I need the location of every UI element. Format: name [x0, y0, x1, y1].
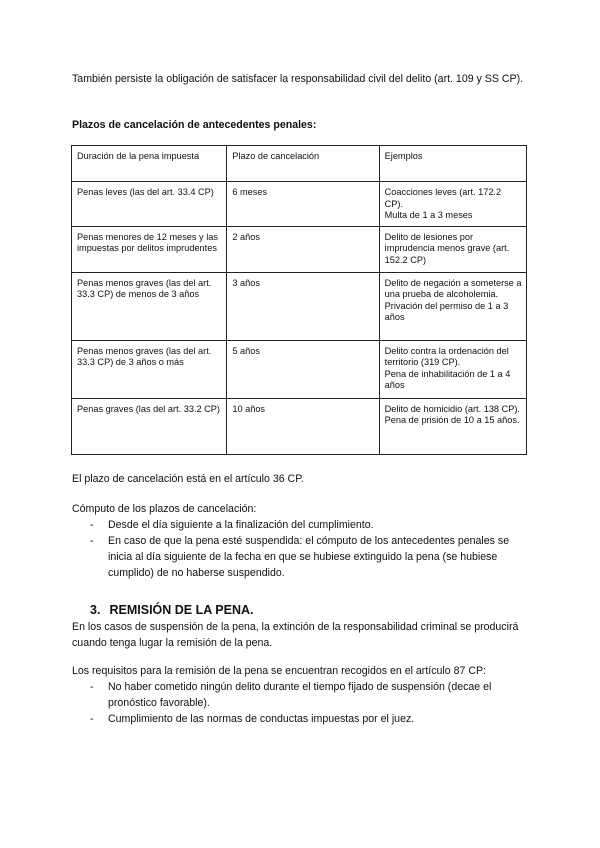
- list-item: [90, 533, 530, 581]
- cell-duracion: Penas graves (las del art. 33.2 CP): [72, 398, 227, 454]
- cell-duracion: Penas menores de 12 meses y las impuestas por delitos imprudentes: [72, 226, 227, 272]
- section-heading: [90, 603, 253, 617]
- section-title-text: REMISIÓN DE LA PENA.: [109, 603, 254, 617]
- table-row: [72, 272, 527, 340]
- table-header-row: [72, 146, 527, 182]
- cell-duracion: Penas menos graves (las del art. 33.3 CP) de menos de 3 años: [72, 272, 227, 340]
- cancellation-table: [71, 145, 527, 455]
- cell-plazo: 5 años: [227, 340, 379, 398]
- example-line: Coacciones leves (art. 172.2 CP).: [384, 187, 502, 209]
- header-plazo: Plazo de cancelación: [227, 146, 379, 182]
- table-row: [72, 340, 527, 398]
- cell-ejemplos: [379, 398, 526, 454]
- list-marker: -: [90, 681, 94, 693]
- list-marker: -: [90, 535, 94, 547]
- section-number: 3.: [90, 603, 101, 617]
- table-row: [72, 398, 527, 454]
- header-ejemplos: Ejemplos: [379, 146, 526, 182]
- table-row: [72, 182, 527, 227]
- example-line: Delito de negación a someterse a una prueba de alcoholemia.: [384, 277, 522, 299]
- list-item-text: En caso de que la pena esté suspendida: el cómputo de los antecedentes penales se inicia al día siguiente de la fecha en que se hubiese extinguido la pena (se hubiese cumplido) de no haberse suspendido.: [108, 535, 510, 579]
- table-heading: Plazos de cancelación de antecedentes penales:: [72, 119, 317, 131]
- list-item-text: No haber cometido ningún delito durante el tiempo fijado de suspensión (decae el pronóstico favorable).: [108, 681, 492, 709]
- cell-duracion: Penas leves (las del art. 33.4 CP): [72, 182, 227, 227]
- cell-ejemplos: [379, 272, 526, 340]
- computo-list: [90, 517, 530, 581]
- example-line: Delito de lesiones por imprudencia menos grave (art. 152.2 CP): [384, 231, 510, 265]
- cell-ejemplos: [379, 340, 526, 398]
- list-item: [90, 517, 530, 533]
- plazo-note: El plazo de cancelación está en el artículo 36 CP.: [72, 473, 304, 485]
- cell-plazo: 10 años: [227, 398, 379, 454]
- example-line: Pena de prisión de 10 a 15 años.: [384, 415, 520, 425]
- list-item: [90, 711, 530, 727]
- cell-plazo: 6 meses: [227, 182, 379, 227]
- remision-paragraph: En los casos de suspensión de la pena, la extinción de la responsabilidad criminal se producirá cuando tenga lugar la remisión de la pena.: [72, 621, 519, 649]
- example-line: Delito de homicidio (art. 138 CP).: [384, 403, 520, 414]
- list-marker: -: [90, 713, 94, 725]
- example-line: Delito contra la ordenación del territorio (319 CP).: [384, 345, 509, 367]
- cell-plazo: 3 años: [227, 272, 379, 340]
- intro-paragraph: También persiste la obligación de satisfacer la responsabilidad civil del delito (art. 109 y SS CP).: [72, 73, 524, 85]
- list-item-text: Cumplimiento de las normas de conductas impuestas por el juez.: [108, 713, 415, 725]
- requisitos-title: Los requisitos para la remisión de la pena se encuentran recogidos en el artículo 87 CP:: [72, 665, 486, 677]
- example-line: Privación del permiso de 1 a 3 años: [384, 300, 509, 322]
- cell-ejemplos: [379, 226, 526, 272]
- cell-duracion: Penas menos graves (las del art. 33.3 CP) de 3 años o más: [72, 340, 227, 398]
- computo-title: Cómputo de los plazos de cancelación:: [72, 503, 257, 515]
- list-item: [90, 679, 530, 711]
- example-line: Pena de inhabilitación de 1 a 4 años: [384, 368, 511, 390]
- table-row: [72, 226, 527, 272]
- cell-ejemplos: [379, 182, 526, 227]
- cell-plazo: 2 años: [227, 226, 379, 272]
- requisitos-list: [90, 679, 530, 727]
- example-line: Multa de 1 a 3 meses: [384, 210, 473, 220]
- list-item-text: Desde el día siguiente a la finalización del cumplimiento.: [108, 519, 374, 531]
- header-duracion: Duración de la pena impuesta: [72, 146, 227, 182]
- list-marker: -: [90, 519, 94, 531]
